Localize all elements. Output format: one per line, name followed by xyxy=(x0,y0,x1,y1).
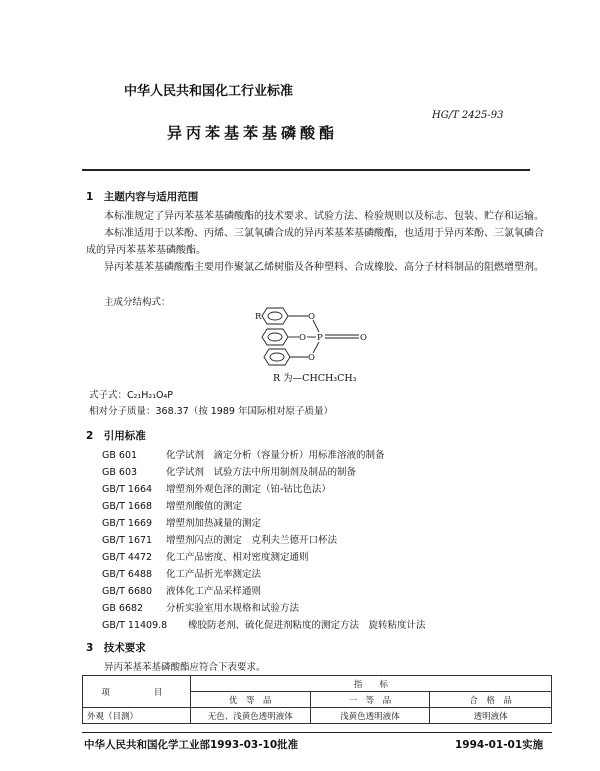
section3-intro: 异丙苯基苯基磷酸酯应符合下表要求。 xyxy=(104,662,266,673)
reference-row xyxy=(102,567,261,583)
reference-row xyxy=(102,584,261,600)
reference-row xyxy=(102,448,385,464)
benzene-ring-1 xyxy=(262,308,288,324)
reference-code: GB/T 1664 xyxy=(102,484,153,495)
reference-row xyxy=(102,550,309,566)
item-header: 项 目 xyxy=(83,676,191,708)
reference-title: 液体化工产品采样通则 xyxy=(166,586,262,597)
section3-heading: 3 技术要求 xyxy=(86,642,146,654)
reference-title: 化工产品折光率测定法 xyxy=(166,569,262,580)
standard-code: HG/T 2425-93 xyxy=(432,110,504,121)
reference-title: 化工产品密度、相对密度测定通则 xyxy=(166,552,309,563)
molecular-mass: 相对分子质量：368.37（按 1989 年国际相对原子质量） xyxy=(89,406,333,417)
reference-code: GB/T 1669 xyxy=(102,518,153,529)
footer-rule xyxy=(82,732,552,733)
reference-title: 分析实验室用水规格和试验方法 xyxy=(166,603,300,614)
table-row xyxy=(83,708,552,724)
header-rule xyxy=(82,169,530,171)
reference-title: 化学试剂 滴定分析（容量分析）用标准溶液的制备 xyxy=(166,450,385,461)
benzene-ring-3 xyxy=(264,349,290,365)
reference-row xyxy=(102,601,299,617)
reference-code: GB/T 1671 xyxy=(102,535,153,546)
oxygen-double-label: O xyxy=(360,333,367,343)
reference-row xyxy=(102,533,337,549)
grade-header-qualified: 合 格 品 xyxy=(430,692,552,708)
reference-code: GB 601 xyxy=(102,450,138,461)
r-group-label: R xyxy=(255,312,262,322)
reference-code: GB 603 xyxy=(102,467,138,478)
section2-heading: 2 引用标准 xyxy=(86,430,146,442)
reference-title: 增塑剂闪点的测定 克利夫兰德开口杯法 xyxy=(166,535,338,546)
spec-table-header-row xyxy=(83,676,552,692)
reference-title: 增塑剂加热减量的测定 xyxy=(166,518,262,529)
index-header: 指 标 xyxy=(190,676,551,692)
oxygen-label-3: O xyxy=(308,353,315,363)
reference-row xyxy=(102,516,261,532)
section1-paragraph-3: 异丙苯基苯基磷酸酯主要用作聚氯乙烯树脂及各种塑料、合成橡胶、高分子材料制品的阻燃增塑剂。 xyxy=(104,262,544,273)
reference-code: GB/T 11409.8 xyxy=(102,620,168,631)
section1-paragraph-2: 本标准适用于以苯酚、丙烯、三氯氧磷合成的异丙苯基苯基磷酸酯，也适用于异丙苯酚、三氯氧磷合成的异丙苯基苯基磷酸酯。 xyxy=(86,228,544,256)
reference-title: 橡胶防老剂、硫化促进剂粘度的测定方法 旋转粘度计法 xyxy=(188,620,426,631)
grade-header-superior: 优 等 品 xyxy=(190,692,310,708)
reference-code: GB/T 4472 xyxy=(102,552,153,563)
reference-code: GB/T 6680 xyxy=(102,586,153,597)
implementation-date: 1994-01-01实施 xyxy=(455,739,544,751)
reference-title: 增塑剂酸值的测定 xyxy=(166,501,243,512)
reference-code: GB/T 6488 xyxy=(102,569,153,580)
row-item: 外观（目测） xyxy=(83,708,191,724)
row-value-first: 浅黄色透明液体 xyxy=(310,708,430,724)
r-definition: R 为—CHCH₃CH₃ xyxy=(273,373,357,384)
reference-code: GB 6682 xyxy=(102,603,144,614)
oxygen-label-1: O xyxy=(308,312,315,322)
reference-row xyxy=(102,465,356,481)
section1-paragraph-1: 本标准规定了异丙苯基苯基磷酸酯的技术要求、试验方法、检验规则以及标志、包装、贮存和运输。 xyxy=(104,211,544,222)
reference-code: GB/T 1668 xyxy=(102,501,153,512)
reference-title: 化学试剂 试验方法中所用制剂及制品的制备 xyxy=(166,467,357,478)
section1-heading: 1 主题内容与适用范围 xyxy=(86,191,199,203)
grade-header-first: 一 等 品 xyxy=(310,692,430,708)
row-value-superior: 无色、浅黄色透明液体 xyxy=(190,708,310,724)
structure-label: 主成分结构式： xyxy=(104,297,171,308)
phosphorus-label: P xyxy=(317,333,323,343)
reference-row xyxy=(102,482,331,498)
approval-statement: 中华人民共和国化学工业部1993-03-10批准 xyxy=(84,739,299,751)
row-value-qualified: 透明液体 xyxy=(430,708,552,724)
oxygen-label-2: O xyxy=(299,333,306,343)
reference-row xyxy=(102,499,242,515)
bond-o3-p xyxy=(313,342,319,353)
molecular-formula: 式子式：C₂₁H₂₁O₄P xyxy=(89,390,174,401)
benzene-ring-2 xyxy=(262,329,288,345)
spec-table xyxy=(82,675,552,724)
document-title: 异丙苯基苯基磷酸酯 xyxy=(167,124,339,142)
reference-title: 增塑剂外观色泽的测定（铂-钴比色法） xyxy=(166,484,331,495)
org-standard-title: 中华人民共和国化工行业标准 xyxy=(124,84,294,99)
reference-row xyxy=(102,618,426,634)
